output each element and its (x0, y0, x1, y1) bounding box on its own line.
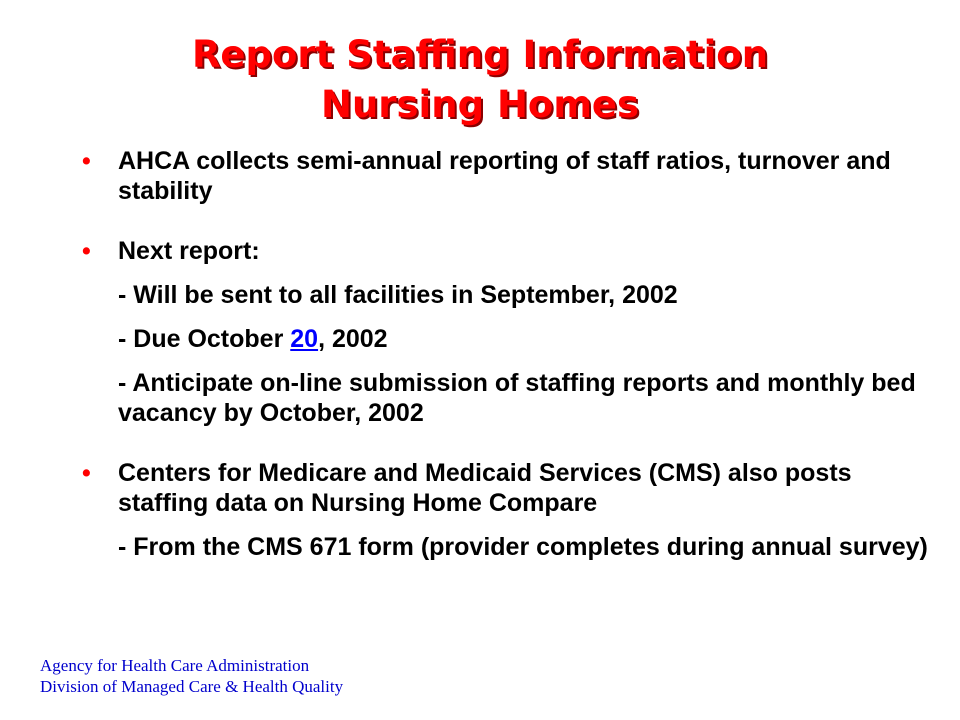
footer-line-2: Division of Managed Care & Health Quality (40, 677, 344, 696)
bullet-text: Centers for Medicare and Medicaid Services (CMS) also posts staffing data on Nursing Home Compare (118, 459, 852, 517)
bullet-item-ahca (82, 146, 932, 206)
footer-line-1: Agency for Health Care Administration (40, 656, 310, 675)
sub-item-due (82, 324, 932, 354)
bullet-text: Next report: (118, 237, 260, 265)
footer-agency (40, 655, 343, 697)
title-line-2: Nursing Homes (320, 83, 640, 126)
title-line-1: Report Staffing Information (191, 33, 769, 76)
slide-title (0, 30, 960, 130)
sub-item-online: - Anticipate on-line submission of staffing reports and monthly bed vacancy by October, 2002 (118, 369, 916, 427)
bullet-dot-icon: • (82, 147, 91, 175)
due-date-link[interactable]: 20 (290, 325, 319, 353)
bullet-item-cms (82, 458, 932, 518)
bullet-text: AHCA collects semi-annual reporting of staff ratios, turnover and stability (118, 147, 891, 205)
bullet-dot-icon: • (82, 237, 91, 265)
bullet-item-next-report (82, 236, 932, 266)
bullet-dot-icon: • (82, 459, 91, 487)
due-text: - Due October (118, 325, 291, 353)
sub-item-sent: - Will be sent to all facilities in September, 2002 (118, 281, 678, 309)
sub-item-cms-form: - From the CMS 671 form (provider completes during annual survey) (118, 533, 928, 561)
due-year-text: , 2002 (318, 325, 388, 353)
slide-body (82, 146, 932, 562)
